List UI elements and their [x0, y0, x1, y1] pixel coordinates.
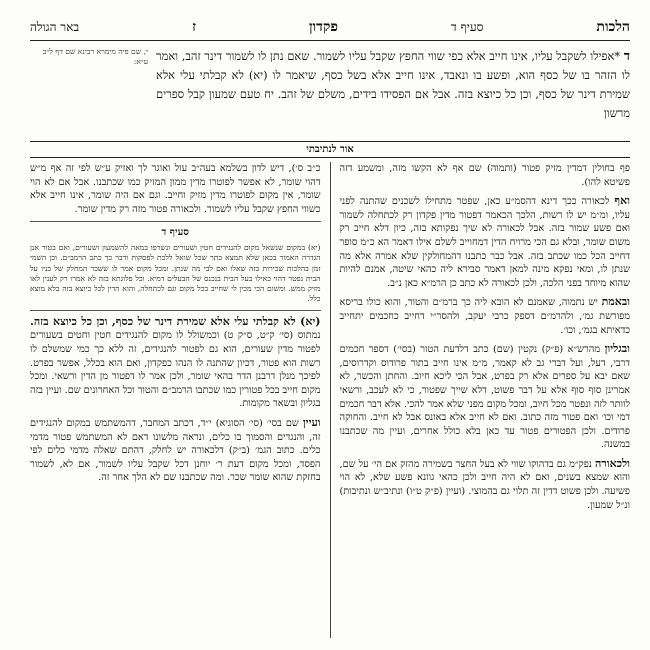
main-text-body: *אפילו לשקבל עליו, אינו חייב אלא כפי שווי החפץ שקבל עליו לשמור. שאם נתן לו לשמור דינר זהב, ואמר לו הזהר בו של כסף הוא, ופשע בו ונאבד, אינו חייב אלא בשל כסף, שיאמר לו (יא) לא קבלתי עלי אלא שמירת דינר של כסף, וכן כל כיוצא בזה. אבל אם הפסידו בידים, משלם של זהב. יח טעם שמעון קבל ספרים מרשון: [156, 49, 630, 120]
right-paragraph-4: [340, 342, 631, 452]
main-text-lead: ד: [623, 49, 630, 64]
main-text-block: [30, 47, 630, 139]
right-paragraph-5-text: נפק״מ גם בדהוקו שווי לא בעל החצר בשמירה מהזק אם הי׳ על שם, והוא שמצא בשנים, ואם לא היה חייב ולכן כהאי גוונא פשע שלא, לא הוי פשיעה. ולכן פשוט דדין זה תלוי גם בהמוצי. (ועיין (פ״ק ט״ו) ונתיב״ש ונתיבות) ונ״ל שמעון.: [339, 458, 630, 511]
divider: [30, 310, 321, 311]
right-paragraph-2-text: לכאורה ככך דינא דהסמ״ע כאן, שפטר מתחילו לשכנים שהתנה לפני עליו, ומ״מ יש לו רשות, הלכך הכאמר דפטור מדין פקדון רק לכתחלה לשמור ואם פשע שמור בזה. אבל לכאורה לא שיך נפקותא בזה, כיון דלא חייב רק משום שומר, ובלא גם הכי מרויח הדין דמחוייב לשלם אילו דאמר הא כ״מ סופר דחייב הכל כמו שכתב בזה. אבל כבר כתבנו דהמחולקין שלא אמרה אלא מה שנתן לו, ומאי נפקא מינה למאן דאמר סבירא ליה כהאי שיטה, אמנם להיות שהוא מיוחד בפני הלכה, ולכן לכאורה לא כתב כן הרמ״א כאן נ״ב.: [339, 196, 630, 289]
right-paragraph-3-text: יש נתמוה, שאמנם לא הובא ליה כך ברמ״ם והטור, והוא כולו בריסא מפורשת גמ׳, ולהרמ״ם דספק כרבי יעקב, ולהסר״י דחייב כחכמים יתחייב כדאיתא בגמ׳, וכו׳.: [339, 297, 630, 336]
left-paragraph-3-text: שם בסי׳ (סי׳ הסוגיא) י״ד, דכתב המחבר, דהמשתמש במקום להנגידים זה, והנגדים והסמוך בו כלים, ונראה מלשונו דאם לא המשתמש פטור מדמי כלים. כתוב הגמ׳ (ב״ק) דלכאורה יש לחלק, דהתם שאלה מדמי כלים לפי הפסד, ומכל מקום דעת ר׳ יוחנן דכל שקבל עליו לשמור, אם לא, לשמור בחזקת שהוא שומר שכר. ומה שכתבנו שם לא הלך אחר זה.: [30, 417, 321, 484]
right-paragraph-5: [340, 457, 631, 512]
left-bold-lead: (יא) לא קבלתי עלי אלא שמירת דינר של כסף, וכן כל כיוצא בזה.: [30, 314, 321, 328]
right-column: [330, 162, 631, 638]
right-paragraph-4-text: מהרש״א (פ״ק) נקטין (שם) כתב דלדעת הטור (בסי׳) דספר חכמים דרבי, דעל, ועל דברי גב לא קאמר, מ״מ אינו חייב בתור פרודוס וקדרוסים, שאם יבא על ספרים אלא רק בפרט, אבל הכי ליכא חיוב. והחתן והכשר, לא אמרינן סוף סוף אלא על דבר פשוט, דלא שייך שפטור, כי לא לעכב, ורשאי לוותר לזה ונפטר מכל חיוב, ומכל מקום מפני שלא אמר להכי. אלא דבר חכמים דמי וכו׳ ואם פטור מזה כתוב. ואם לא חייב אלא באונס אבל לא חייב. והחוקה פרודים. ולכן הפטורים פטור עד כאן בלא כולל אחרים, ועיין מה שכתבנו במשנה.: [339, 344, 630, 451]
left-paragraph-3: [30, 416, 321, 485]
left-paragraph-2: [30, 315, 321, 411]
left-paragraph-1: כ״ב ס׳), דיש לדון בשלמא בעה״ב עול ואוגר לך ואזיק ע״ש לפי זה אף מ״ש דהוי שומר, לא אפשר לפוטרו מדין ממון המזיק כמו שכתבנו. אבל אם לא הוי שומר, אין מקום לפוטרו מדין מזיק וחייב. וגם אם היה שומר, אינו חייב אלא כשווי החפץ שקבל עליו לשמור. ולכאורה פטור מזה רק מדין שומר.: [30, 163, 321, 215]
side-note: י, שם פיה מימרא רבינא שם דף ל״ב ע״א:: [42, 47, 148, 66]
right-paragraph-2-lead: ואף: [614, 194, 630, 208]
right-paragraph-3: [340, 295, 631, 337]
header-title-center: פקדון: [308, 18, 338, 35]
header-title-left: באר הגולה: [30, 19, 80, 34]
divider: [30, 221, 321, 222]
commentary-columns: [30, 162, 630, 638]
right-paragraph-3-lead: ובאמת: [601, 295, 630, 309]
right-paragraph-4-lead: ובגליון: [604, 342, 630, 356]
header-page-number: ז: [192, 18, 197, 35]
left-subheading: סעיף ד: [161, 227, 189, 239]
right-paragraph-2: [340, 194, 631, 290]
right-paragraph-1: פף בחולין דמדין מזיק פטור (ותמוה) שם אף לא הקשו מזה, ומשמע דזה פשיטא להו).: [339, 163, 630, 188]
left-column: [30, 162, 330, 638]
left-paragraph-2-text: נמתוס (סי׳ ק״ט, ס״ק ט) וכמשולל לו מקום להנגידים חטין וחטים בשעורים לפטור מדין שעורים, הוא גם לפטור להנגידים, זה ללא כך כמי שמשלם לו רשות הוא פטור, דכיון שהתנה לו הנהו כפקדון, ואם הוא בכלל, אפשר בפרט. לפיכך מנלן דרבנן הדר בהאי שומר, ולכן אמר לו דפטור מן הדין ורשאי. ומכל מקום חייב בכל פטורין כמו שכתבו הרמב״ם והטור וכל האחרונים שם. ועיין בזה בגליון ובשאר מקומות.: [30, 330, 321, 410]
header-section: סעיף ד: [450, 19, 484, 34]
page-header: [30, 14, 630, 41]
header-title-right: הלכות: [596, 18, 630, 35]
left-small-note: (יא) במקום שנשאל מקום להנגידים חטין ושעורים ונשרפו במאה להשמעון ושעורים, ואם בטור אנן הגדרה האמור בכאן שלא תמצא כתר שכל שואל ללכת לפסקות ודבר כך כתב הרמב״ם. וכן השמי זמן בהלכות שכירות בזה שאלו ואם לבי מה שנתן. ומכל מקום אמר לו ששכר המחלק של בניו על הבית נפטר דהוי כאילו בעל הבית בנכנס של הבעלים דמיא. וכל פלוגתא בזה לא אמרו רק לענין לאו מזיק ממש. ומשום הכי מכין לי שחייב בכל מקום וגם לכתחלה, והוא הדין לכל כיוצא בזה בלא מוצא כלל.: [30, 242, 321, 304]
left-paragraph-3-lead: ועיין: [302, 415, 321, 429]
commentary-title: אור לנתיבתי: [30, 141, 630, 158]
right-paragraph-5-lead: ולכאורה: [595, 456, 630, 470]
main-text: [156, 47, 630, 139]
